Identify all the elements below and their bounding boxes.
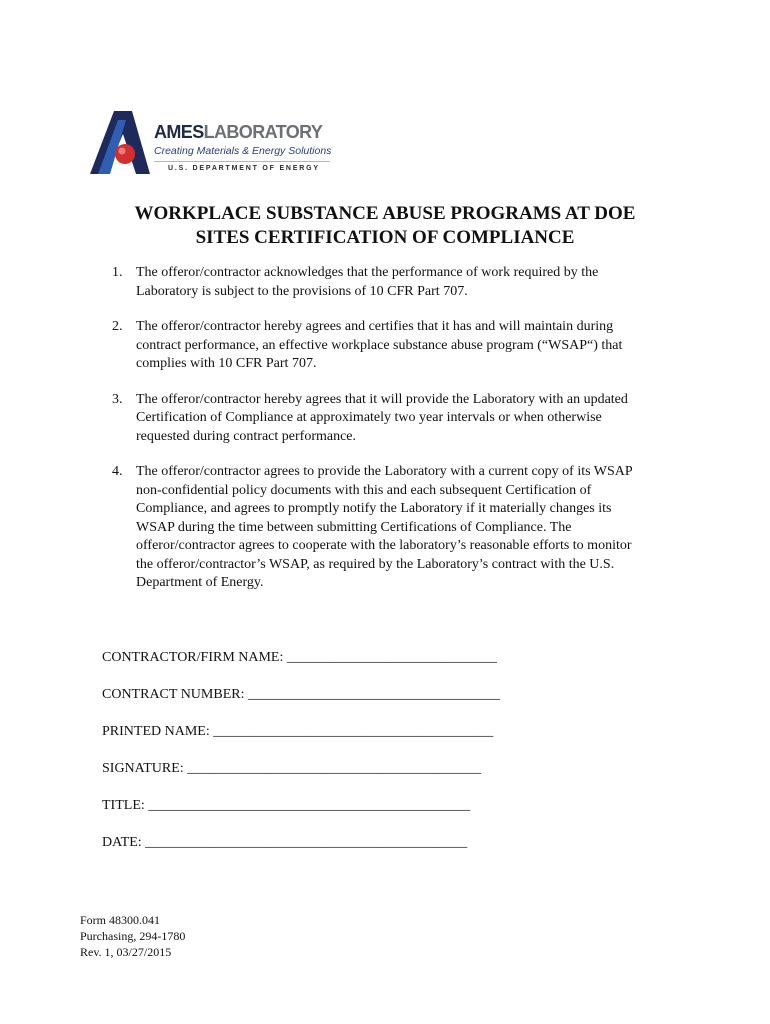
list-item <box>112 264 682 301</box>
item-line: complies with 10 CFR Part 707. <box>136 356 317 371</box>
form-number: Form 48300.041 <box>80 913 161 927</box>
logo-wordmark <box>154 122 322 143</box>
date-field[interactable]: DATE: ______________________________________________ <box>102 835 468 850</box>
item-line: Laboratory is subject to the provisions of 10 CFR Part 707. <box>136 283 468 299</box>
purchasing-contact: Purchasing, 294-1780 <box>80 929 186 943</box>
item-line: WSAP during the time between submitting Certifications of Compliance. The <box>136 519 572 535</box>
form-footer <box>80 912 185 960</box>
document-title <box>80 202 690 250</box>
title-line-2: SITES CERTIFICATION OF COMPLIANCE <box>195 227 575 248</box>
item-line: Department of Energy. <box>136 575 264 590</box>
logo-name-ames: AMES <box>154 122 204 142</box>
item-line: contract performance, an effective workplace substance abuse program (“WSAP“) that <box>136 337 623 353</box>
signature-field[interactable]: SIGNATURE: __________________________________________ <box>102 761 482 776</box>
item-line: The offeror/contractor acknowledges that the performance of work required by the <box>136 265 599 280</box>
logo-divider <box>154 161 330 162</box>
contract-number-field[interactable]: CONTRACT NUMBER: ____________________________________ <box>102 687 500 702</box>
item-line: Compliance, and agrees to promptly notify the Laboratory if it materially changes its <box>136 501 612 516</box>
list-item <box>112 463 682 593</box>
list-item <box>112 391 682 447</box>
item-number: 3. <box>112 391 123 407</box>
revision-date: Rev. 1, 03/27/2015 <box>80 945 172 959</box>
item-line: requested during contract performance. <box>136 428 357 444</box>
item-number: 2. <box>112 319 123 334</box>
logo-tagline: Creating Materials & Energy Solutions <box>154 145 332 157</box>
item-line: The offeror/contractor hereby agrees and certifies that it has and will maintain during <box>136 319 614 334</box>
item-number: 1. <box>112 265 123 280</box>
signature-block <box>102 648 542 870</box>
item-line: non-confidential policy documents with this and each subsequent Certification of <box>136 482 592 498</box>
ames-a-mark-icon <box>88 108 154 180</box>
item-line: The offeror/contractor agrees to provide the Laboratory with a current copy of its WSAP <box>136 464 633 479</box>
ames-laboratory-logo <box>88 108 338 180</box>
item-line: Certification of Compliance at approximately two year intervals or when otherwise <box>136 410 602 425</box>
compliance-terms-list <box>112 264 682 610</box>
printed-name-field[interactable]: PRINTED NAME: ________________________________________ <box>102 724 494 739</box>
list-item <box>112 318 682 374</box>
logo-department: U.S. DEPARTMENT OF ENERGY <box>168 165 320 172</box>
item-line: offeror/contractor agrees to cooperate with the laboratory’s reasonable efforts to monitor <box>136 538 632 553</box>
contractor-firm-name-field[interactable]: CONTRACTOR/FIRM NAME: ______________________________ <box>102 650 497 665</box>
item-line: the offeror/contractor’s WSAP, as required by the Laboratory’s contract with the U.S. <box>136 556 615 572</box>
item-number: 4. <box>112 464 123 479</box>
logo-name-laboratory: LABORATORY <box>203 122 323 142</box>
title-field[interactable]: TITLE: ______________________________________________ <box>102 798 471 813</box>
item-line: The offeror/contractor hereby agrees that it will provide the Laboratory with an updated <box>136 391 628 407</box>
title-line-1: WORKPLACE SUBSTANCE ABUSE PROGRAMS AT DOE <box>134 203 636 224</box>
